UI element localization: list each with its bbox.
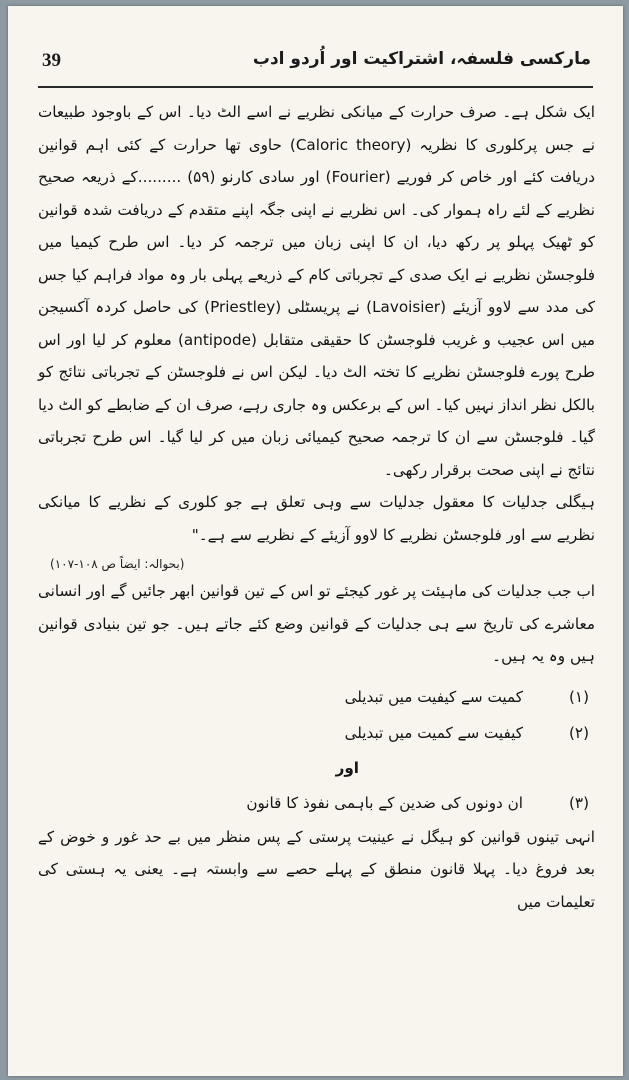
conjunction-word: اور	[335, 758, 359, 777]
page-header	[38, 46, 593, 88]
paragraph-hegelian-dialectics: ہیگلی جدلیات کا معقول جدلیات سے وہی تعلق ہے جو کلوری کے نظریے کا میانکی نظریے سے اور فلوجسٹن نظریے کا لاوو آزیئے کے نظریے سے ہے۔"	[38, 493, 595, 544]
citation: (بحوالہ: ایضاً ص ۱۰۸-۱۰۷)	[50, 557, 185, 571]
paragraph-three-laws-intro: اب جب جدلیات کی ماہیئت پر غور کیجئے تو اس کے تین قوانین ابھر جائیں گے اور انسانی معاشرے کی تاریخ سے ہی جدلیات کے قوانین وضع کئے جاتے ہیں۔ جو تین بنیادی قوانین ہیں وہ یہ ہیں۔	[38, 582, 595, 665]
list-item-text: کمیت سے کیفیت میں تبدیلی	[344, 687, 523, 706]
laws-list	[38, 679, 595, 751]
paragraph-caloric-phlogiston: ایک شکل ہے۔ صرف حرارت کے میانکی نظریے نے اسے الٹ دیا۔ اس کے باوجود طبیعات نے جس پرکلوری کا نظریہ (Caloric theory) حاوی تھا حرارت کے کئی اہم قوانین دریافت کئے اور خاص کر فوریے (Fourier) اور سادی کارنو (۵۹) .........کے ذریعہ صحیح نظریے کے لئے راہ ہموار کی۔ اس نظریے نے اپنی جگہ اپنے متقدم کے دریافت شدہ قوانین کو ٹھیک پہلو پر رکھ دیا، ان کا اپنی زبان میں ترجمہ کر دیا۔ اس طرح کیمیا میں فلوجسٹن نظریے نے ایک صدی کے تجرباتی کام کے ذریعے پہلی بار وہ مواد فراہم کیا جس کی مدد سے لاوو آزیئے (Lavoisier) نے پریسٹلی (Priestley) کی حاصل کردہ آکسیجن میں اس عجیب و غریب فلوجسٹن کا حقیقی متقابل (antipode) معلوم کر لیا اور اس طرح پورے فلوجسٹن نظریے کا تختہ الٹ دیا۔ لیکن اس نے فلوجسٹن کے تجرباتی نتائج کو بالکل نظر انداز نہیں کیا۔ اس کے برعکس وہ جاری رہے، صرف ان کے ضابطے کو الٹ دیا گیا۔ فلوجسٹن سے ان کا ترجمہ صحیح کیمیائی زبان میں کر لیا گیا۔ اس طرح تجرباتی نتائج نے اپنی صحت برقرار رکھی۔	[38, 103, 596, 479]
book-page	[8, 6, 623, 1076]
list-item-number: (۳)	[568, 793, 589, 812]
page-body	[38, 96, 595, 918]
paragraph-hegel-development: انہی تینوں قوانین کو ہیگل نے عینیت پرستی کے پس منظر میں بے حد غور و خوض کے بعد فروغ دیا۔ پہلا قانون منطق کے پہلے حصے سے وابستہ ہے۔ یعنی یہ ہستی کی تعلیمات میں	[38, 827, 595, 911]
list-item	[38, 679, 595, 715]
page-number: 39	[42, 50, 61, 71]
list-item-number: (۱)	[568, 687, 589, 706]
list-item-text: ان دونوں کی ضدین کے باہمی نفوذ کا قانون	[246, 793, 523, 812]
list-item	[38, 715, 595, 751]
list-item-number: (۲)	[568, 723, 589, 742]
list-item-text: کیفیت سے کمیت میں تبدیلی	[344, 723, 523, 742]
running-title: مارکسی فلسفہ، اشتراکیت اور اُردو ادب	[252, 49, 591, 69]
list-item	[38, 785, 595, 821]
